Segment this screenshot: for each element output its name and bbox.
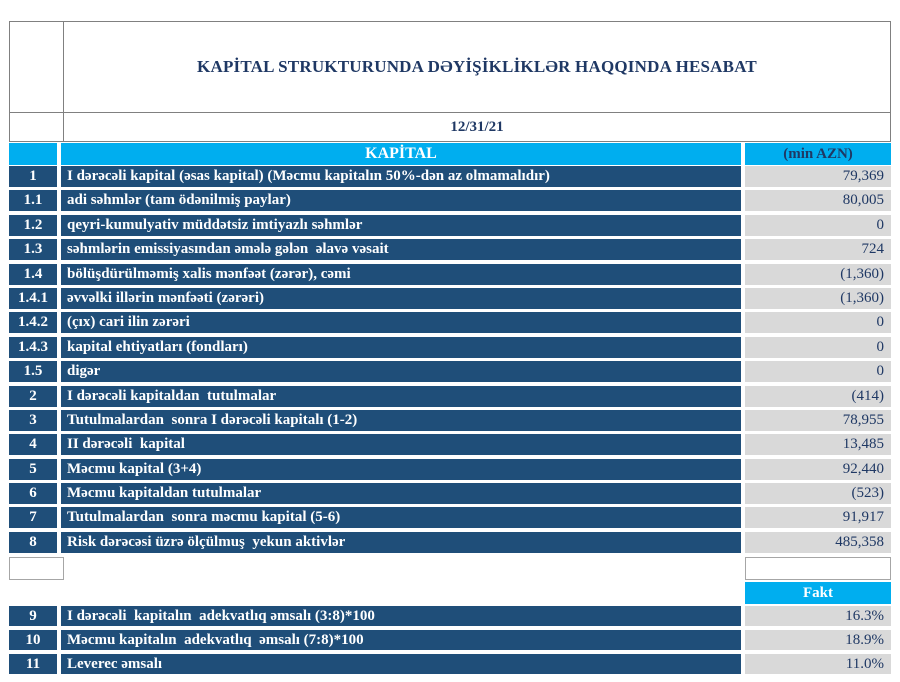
table-row	[9, 459, 891, 480]
table-row	[9, 239, 891, 260]
row-number-cell: 8	[9, 532, 57, 553]
row-value-cell: 80,005	[745, 190, 891, 211]
table-row	[9, 630, 891, 650]
row-number-cell: 10	[9, 630, 57, 650]
row-value-cell: 0	[745, 215, 891, 236]
row-value-cell: 92,440	[745, 459, 891, 480]
row-number-cell: 1.2	[9, 215, 57, 236]
row-label-cell: kapital ehtiyatları (fondları)	[61, 337, 741, 358]
date-cell	[63, 112, 891, 142]
table-row	[9, 606, 891, 626]
row-value-cell: 91,917	[745, 507, 891, 528]
table-row	[9, 654, 891, 674]
row-label-cell: Məcmu kapital (3+4)	[61, 459, 741, 480]
row-number-cell: 1.1	[9, 190, 57, 211]
row-value-cell: 18.9%	[745, 630, 891, 650]
row-value-cell: 724	[745, 239, 891, 260]
table-row	[9, 215, 891, 236]
row-label-cell: Leverec əmsalı	[61, 654, 741, 674]
row-label-cell: Tutulmalardan sonra məcmu kapital (5-6)	[61, 507, 741, 528]
row-value-cell: 485,358	[745, 532, 891, 553]
row-value-cell: (414)	[745, 386, 891, 407]
table-row	[9, 361, 891, 382]
row-label-cell: Risk dərəcəsi üzrə ölçülmuş yekun aktivlər	[61, 532, 741, 553]
row-number-cell: 3	[9, 410, 57, 431]
report-date: 12/31/21	[450, 118, 504, 135]
table-row	[9, 434, 891, 455]
row-value-cell: 16.3%	[745, 606, 891, 626]
title-row-empty-cell	[9, 21, 64, 113]
row-value-cell: (1,360)	[745, 288, 891, 309]
row-value-cell: (1,360)	[745, 264, 891, 285]
fakt-header: Fakt	[745, 582, 891, 604]
row-label-cell: əvvəlki illərin mənfəəti (zərəri)	[61, 288, 741, 309]
row-number-cell: 1	[9, 166, 57, 187]
row-label-cell: Məcmu kapitaldan tutulmalar	[61, 483, 741, 504]
table-row	[9, 264, 891, 285]
table-row	[9, 410, 891, 431]
row-number-cell: 7	[9, 507, 57, 528]
table-row	[9, 386, 891, 407]
row-label-cell: II dərəcəli kapital	[61, 434, 741, 455]
row-number-cell: 1.4.1	[9, 288, 57, 309]
row-value-cell: 11.0%	[745, 654, 891, 674]
ratio-table-body	[9, 606, 891, 678]
row-number-cell: 2	[9, 386, 57, 407]
table-row	[9, 483, 891, 504]
row-label-cell: Tutulmalardan sonra I dərəcəli kapitalı (1-2)	[61, 410, 741, 431]
row-label-cell: I dərəcəli kapital (əsas kapital) (Məcmu kapitalın 50%-dən az olmamalıdır)	[61, 166, 741, 187]
row-value-cell: 13,485	[745, 434, 891, 455]
column-header-kapital: KAPİTAL	[61, 143, 741, 165]
row-label-cell: səhmlərin emissiyasından əmələ gələn əlavə vəsait	[61, 239, 741, 260]
row-value-cell: 79,369	[745, 166, 891, 187]
header-number-cell	[9, 143, 57, 165]
row-label-cell: bölüşdürülməmiş xalis mənfəət (zərər), cəmi	[61, 264, 741, 285]
table-row	[9, 166, 891, 187]
table-row	[9, 337, 891, 358]
row-label-cell: adi səhmlər (tam ödənilmiş paylar)	[61, 190, 741, 211]
spacer-cell-right	[745, 557, 891, 580]
table-row	[9, 288, 891, 309]
row-label-cell: (çıx) cari ilin zərəri	[61, 312, 741, 333]
column-header-unit: (min AZN)	[745, 143, 891, 165]
title-cell	[63, 21, 891, 113]
row-label-cell: Məcmu kapitalın adekvatlıq əmsalı (7:8)*100	[61, 630, 741, 650]
table-row	[9, 312, 891, 333]
row-number-cell: 1.4.3	[9, 337, 57, 358]
table-row	[9, 190, 891, 211]
row-number-cell: 1.4.2	[9, 312, 57, 333]
row-number-cell: 1.3	[9, 239, 57, 260]
date-row-empty-cell	[9, 112, 64, 142]
row-value-cell: 0	[745, 361, 891, 382]
capital-table-body	[9, 166, 891, 556]
row-number-cell: 6	[9, 483, 57, 504]
table-row	[9, 507, 891, 528]
row-value-cell: 78,955	[745, 410, 891, 431]
row-number-cell: 1.4	[9, 264, 57, 285]
row-label-cell: qeyri-kumulyativ müddətsiz imtiyazlı səhmlər	[61, 215, 741, 236]
row-label-cell: I dərəcəli kapitaldan tutulmalar	[61, 386, 741, 407]
row-number-cell: 1.5	[9, 361, 57, 382]
row-number-cell: 4	[9, 434, 57, 455]
row-number-cell: 5	[9, 459, 57, 480]
row-value-cell: 0	[745, 337, 891, 358]
row-label-cell: digər	[61, 361, 741, 382]
page-title: KAPİTAL STRUKTURUNDA DƏYİŞİKLİKLƏR HAQQINDA HESABAT	[197, 57, 757, 76]
row-number-cell: 9	[9, 606, 57, 626]
row-label-cell: I dərəcəli kapitalın adekvatlıq əmsalı (3:8)*100	[61, 606, 741, 626]
table-row	[9, 532, 891, 553]
spacer-cell-left	[9, 557, 64, 580]
row-value-cell: 0	[745, 312, 891, 333]
row-number-cell: 11	[9, 654, 57, 674]
row-value-cell: (523)	[745, 483, 891, 504]
